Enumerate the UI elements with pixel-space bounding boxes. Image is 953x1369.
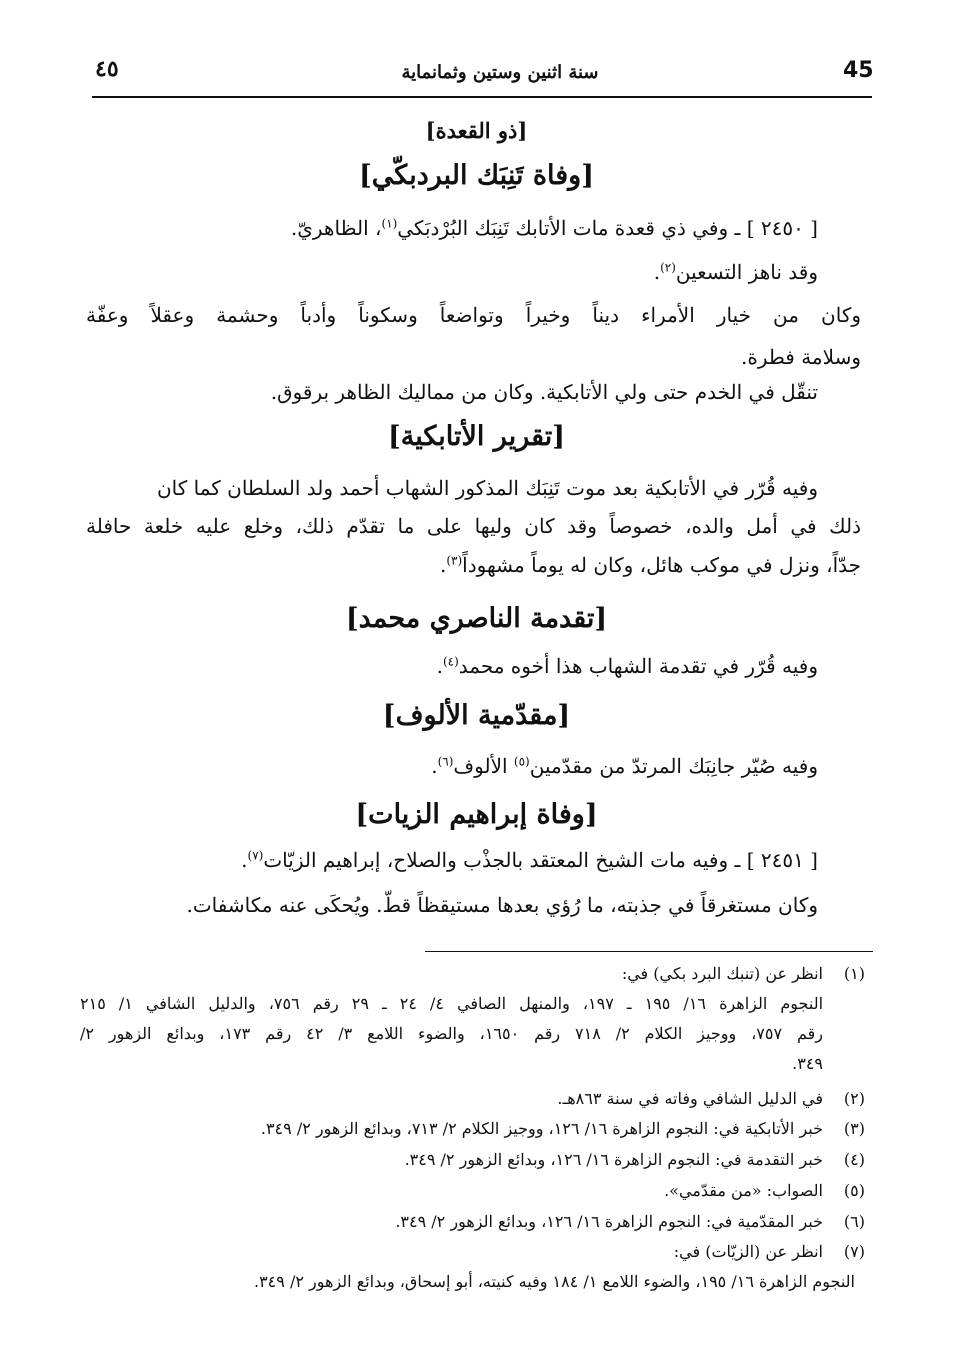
footnote-number: (١): [843, 964, 865, 983]
footnote-rule: [425, 951, 873, 952]
section-heading: [تقدمة الناصري محمد]: [345, 603, 608, 634]
body-text: .: [436, 654, 443, 678]
footnote-ref: (٢): [660, 260, 676, 275]
text-line: وكان مستغرقاً في جذبته، ما رُؤي بعدها مستيقظاً قطّ. ويُحكَى عنه مكاشفات.: [186, 893, 818, 917]
footnote-text: انظر عن (تنبك البرد بكي) في:: [621, 964, 823, 983]
body-text: الألوف: [453, 754, 514, 778]
text-line: وفيه قُرّر في الأتابكية بعد موت تَنِبَك المذكور الشهاب أحمد ولد السلطان كما كان: [156, 476, 818, 500]
entry-line: [291, 216, 818, 240]
footnote-ref: (٦): [437, 754, 454, 769]
entry-text: ، الظاهريّ.: [290, 216, 382, 240]
entry-line: [241, 848, 818, 872]
text-line: تنقّل في الخدم حتى ولي الأتابكية. وكان من مماليك الظاهر برقوق.: [270, 380, 818, 404]
footnote-number: (٥): [843, 1181, 865, 1200]
text-line: وسلامة فطرة.: [741, 345, 861, 369]
footnote-text: النجوم الزاهرة ١٦/ ١٩٥، والضوء اللامع ١/ ١٨٤ وفيه كنيته، أبو إسحاق، وبدائع الزهور ٢/ ٣٤٩.: [253, 1272, 855, 1291]
footnote-text: خبر الأتابكية في: النجوم الزاهرة ١٦/ ١٢٦، ووجيز الكلام ٢/ ٧١٣، وبدائع الزهور ٢/ ٣٤٩.: [260, 1119, 823, 1138]
section-heading: [وفاة إبراهيم الزيات]: [355, 799, 598, 830]
footnote-text: ٣٤٩.: [792, 1054, 823, 1073]
text-line: [654, 260, 818, 284]
entry-text: [ ٢٤٥١ ] ـ وفيه مات الشيخ المعتقد بالجذْب والصلاح، إبراهيم الزيّات: [263, 848, 818, 872]
body-text: جدّاً، ونزل في موكب هائل، وكان له يوماً مشهوداً: [462, 553, 861, 577]
footnote-text: خبر التقدمة في: النجوم الزاهرة ١٦/ ١٢٦، وبدائع الزهور ٢/ ٣٤٩.: [404, 1150, 823, 1169]
month-heading: [ذو القعدة]: [425, 118, 528, 143]
footnote-ref: (٣): [446, 553, 463, 568]
footnote-ref: (٤): [442, 654, 459, 669]
text-line: ذلك في أمل والده، خصوصاً وقد كان وليها على ما تقدّم ذلك، وخلع عليه خلعة حافلة: [86, 514, 861, 538]
footnote-text: في الدليل الشافي وفاته في سنة ٨٦٣هـ.: [557, 1089, 823, 1108]
body-text: وفيه صُيّر جانِبَك المرتدّ من مقدّمين: [529, 754, 818, 778]
footnote-text: رقم ٧٥٧، ووجيز الكلام ٢/ ٧١٨ رقم ١٦٥٠، والضوء اللامع ٣/ ٤٢ رقم ١٧٣، وبدائع الزهور ٢/: [80, 1024, 823, 1043]
header-rule: [92, 96, 872, 98]
footnote-text: الصواب: «من مقدّمي».: [664, 1181, 823, 1200]
text-line: وكان من خيار الأمراء ديناً وخيراً وتواضعاً وسكوناً وأدباً وحشمة وعقلاً وعفّة: [86, 303, 861, 327]
section-heading: [مقدّمية الألوف]: [382, 700, 571, 731]
footnote-text: انظر عن (الزيّات) في:: [673, 1242, 823, 1261]
body-text: .: [653, 260, 661, 284]
section-heading: [وفاة تَنِبَك البردبكّي]: [359, 160, 594, 191]
footnote-ref: (٧): [247, 848, 264, 863]
body-text: وفيه قُرّر في تقدمة الشهاب هذا أخوه محمد: [458, 654, 818, 678]
page-number-latin: 45: [843, 58, 874, 83]
running-title: سنة اثنين وستين وثمانماية: [401, 62, 599, 83]
footnote-ref: (١): [381, 216, 398, 231]
footnote-number: (٣): [843, 1119, 865, 1138]
footnote-number: (٢): [843, 1089, 865, 1108]
footnote-text: خبر المقدّمية في: النجوم الزاهرة ١٦/ ١٢٦، وبدائع الزهور ٢/ ٣٤٩.: [395, 1212, 823, 1231]
footnote-number: (٤): [843, 1150, 865, 1169]
body-text: وقد ناهز التسعين: [675, 260, 818, 284]
body-text: .: [431, 754, 438, 778]
section-heading: [تقرير الأتابكية]: [387, 421, 566, 452]
footnote-number: (٦): [843, 1212, 865, 1231]
page-number-arabic: ٤٥: [95, 56, 119, 82]
text-line: [440, 553, 861, 577]
footnote-text: النجوم الزاهرة ١٦/ ١٩٥ ـ ١٩٧، والمنهل الصافي ٤/ ٢٤ ـ ٢٩ رقم ٧٥٦، والدليل الشافي ١/ ٢١٥: [80, 994, 824, 1013]
text-line: [431, 754, 818, 778]
footnote-ref: (٥): [513, 754, 530, 769]
body-text: .: [439, 553, 447, 577]
entry-text: [ ٢٤٥٠ ] ـ وفي ذي قعدة مات الأتابك تَنِبَك البُرْدبَكي: [397, 216, 818, 240]
footnote-number: (٧): [843, 1242, 865, 1261]
entry-text: .: [241, 848, 248, 872]
text-line: [437, 654, 818, 678]
